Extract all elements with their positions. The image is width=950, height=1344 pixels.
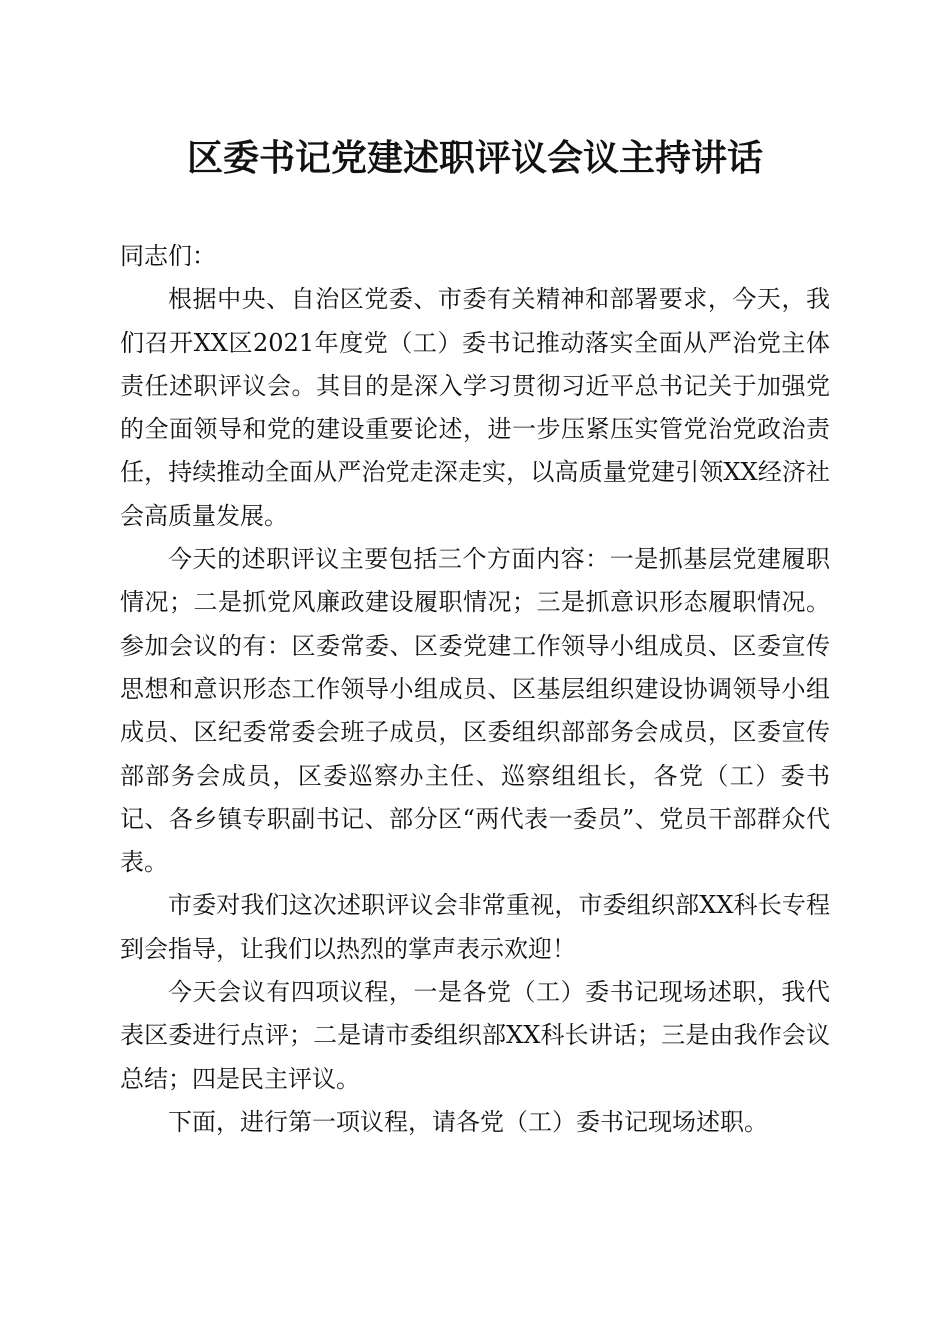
salutation: 同志们： (120, 242, 216, 270)
paragraph-first-item: 下面，进行第一项议程，请各党（工）委书记现场述职。 (168, 1107, 768, 1136)
document-title: 区委书记党建述职评议会议主持讲话 (186, 138, 763, 179)
paragraph-welcome: 市委对我们这次述职评议会非常重视，市委组织部XX科长专程到会指导，让我们以热烈的掌声表示欢迎！ (120, 891, 830, 963)
paragraph-content-attendees: 今天的述职评议主要包括三个方面内容：一是抓基层党建履职情况；二是抓党风廉政建设履职情况；三是抓意识形态履职情况。参加会议的有：区委常委、区委党建工作领导小组成员、区委宣传思想和意识形态工作领导小组成员、区基层组织建设协调领导小组成员、区纪委常委会班子成员，区委组织部部务会成员，区委宣传部部务会成员，区委巡察办主任、巡察组组长，各党（工）委书记、各乡镇专职副书记、部分区“两代表一委员”、党员干部群众代表。 (120, 545, 830, 877)
document-body (120, 235, 830, 1144)
paragraph-agenda: 今天会议有四项议程，一是各党（工）委书记现场述职，我代表区委进行点评；二是请市委组织部XX科长讲话；三是由我作会议总结；四是民主评议。 (120, 978, 830, 1093)
paragraph-intro: 根据中央、自治区党委、市委有关精神和部署要求，今天，我们召开XX区2021年度党（工）委书记推动落实全面从严治党主体责任述职评议会。其目的是深入学习贯彻习近平总书记关于加强党的全面领导和党的建设重要论述，进一步压紧压实管党治党政治责任，持续推动全面从严治党走深走实，以高质量党建引领XX经济社会高质量发展。 (120, 285, 830, 530)
